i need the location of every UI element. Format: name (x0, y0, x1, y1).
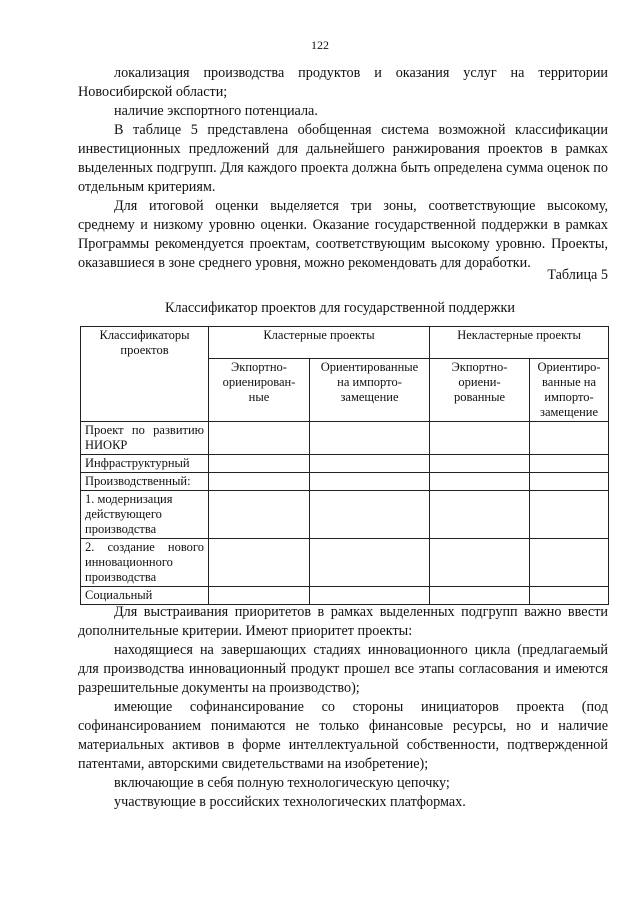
subheader-cluster-export: Экпортно-ориенирован-ные (209, 359, 310, 422)
row-label: 1. модернизация действующего производства (81, 491, 209, 539)
table-cell (209, 422, 310, 455)
table-cell (530, 587, 609, 605)
table-cell (430, 422, 530, 455)
paragraph: локализация производства продуктов и оказания услуг на территории Новосибирской области; (78, 65, 608, 100)
table-cell (530, 539, 609, 587)
body-text-top (78, 64, 608, 273)
table-cell (310, 539, 430, 587)
table-cell (430, 491, 530, 539)
subheader-cluster-import: Ориентированные на импорто-замещение (310, 359, 430, 422)
paragraph: включающие в себя полную технологическую цепочку; (114, 775, 450, 791)
table-cell (530, 491, 609, 539)
table-row (81, 473, 609, 491)
row-label: Инфраструктурный (81, 455, 209, 473)
table-cell (209, 491, 310, 539)
subheader-noncluster-export: Экпортно-ориени-рованные (430, 359, 530, 422)
table-cell (430, 455, 530, 473)
paragraph: наличие экспортного потенциала. (114, 103, 318, 119)
table-label: Таблица 5 (547, 267, 608, 283)
paragraph: Для итоговой оценки выделяется три зоны, соответствующие высокому, среднему и низкому уровню оценки. Оказание государственной поддержки в рамках Программы рекомендуется проектам, соответствующим высокому уровню. Проекты, оказавшиеся в зоне среднего уровня, можно рекомендовать для доработки. (78, 198, 608, 271)
table-cell (310, 455, 430, 473)
paragraph: В таблице 5 представлена обобщенная система возможной классификации инвестиционных предложений для дальнейшего ранжирования проектов в рамках выделенных подгрупп. Для каждого проекта должна быть определена сумма оценок по отдельным критериям. (78, 122, 608, 195)
row-label: Проект по развитию НИОКР (85, 423, 204, 452)
table-cell (310, 473, 430, 491)
table-row (81, 587, 609, 605)
table-corner-header: Классификаторы проектов (81, 327, 209, 422)
table-cell (310, 587, 430, 605)
table-cell (310, 422, 430, 455)
classifier-table (80, 326, 609, 605)
table-cell (310, 491, 430, 539)
table-cell (430, 539, 530, 587)
table-row (81, 491, 609, 539)
paragraph: участвующие в российских технологических платформах. (114, 794, 466, 810)
table-cell (530, 455, 609, 473)
table-cell (209, 473, 310, 491)
table-row (81, 455, 609, 473)
header-cluster-projects: Кластерные проекты (209, 327, 430, 359)
row-label: Производственный: (81, 473, 209, 491)
page-number: 122 (311, 38, 329, 52)
paragraph: имеющие софинансирование со стороны инициаторов проекта (под софинансированием понимаются не только финансовые ресурсы, но и наличие материальных активов в форме интеллектуальной собственности, подтвержденной патентами, авторскими свидетельствами на изобретение); (78, 699, 608, 772)
body-text-bottom (78, 603, 608, 812)
subheader-noncluster-import: Ориентиро-ванные на импорто-замещение (530, 359, 609, 422)
table-cell (530, 473, 609, 491)
table-row (81, 539, 609, 587)
table-cell (430, 587, 530, 605)
table-cell (430, 473, 530, 491)
paragraph: находящиеся на завершающих стадиях инновационного цикла (предлагаемый для производства инновационный продукт прошел все этапы согласования и имеются разрешительные документы на производство); (78, 642, 608, 696)
paragraph: Для выстраивания приоритетов в рамках выделенных подгрупп важно ввести дополнительные критерии. Имеют приоритет проекты: (78, 604, 608, 639)
table-title: Классификатор проектов для государственной поддержки (165, 300, 515, 316)
table-cell (530, 422, 609, 455)
row-label: Социальный (81, 587, 209, 605)
table-cell (209, 587, 310, 605)
header-noncluster-projects: Некластерные проекты (430, 327, 609, 359)
row-label: 2. создание нового инновационного производства (85, 540, 204, 584)
table-row (81, 422, 609, 455)
table-cell (209, 539, 310, 587)
table-cell (209, 455, 310, 473)
